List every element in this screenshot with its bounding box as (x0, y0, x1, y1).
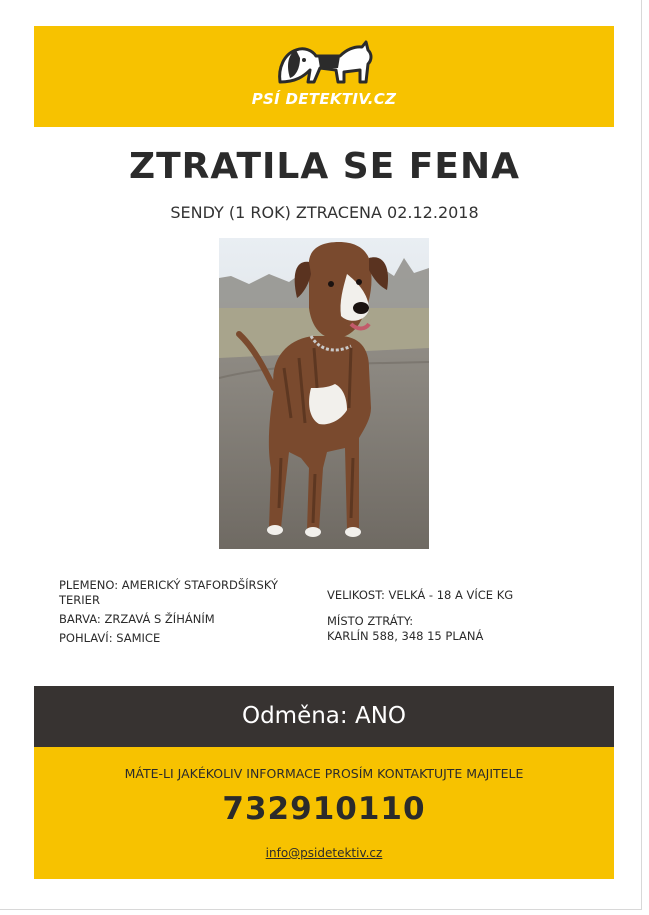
page-title: ZTRATILA SE FENA (129, 146, 520, 187)
contact-panel (34, 747, 614, 879)
breed-field: PLEMENO: AMERICKÝ STAFORDŠÍRSKÝ TERIER (59, 578, 279, 607)
brand-name: PSÍ DETEKTIV.CZ (251, 90, 397, 108)
color-field: BARVA: ZRZAVÁ S ŽÍHÁNÍM (59, 612, 215, 626)
dog-logo-icon (274, 38, 374, 90)
location-value: KARLÍN 588, 348 15 PLANÁ (327, 629, 484, 643)
location-label: MÍSTO ZTRÁTY: (327, 614, 414, 628)
page-subtitle: SENDY (1 ROK) ZTRACENA 02.12.2018 (170, 203, 479, 222)
phone-number[interactable]: 732910110 (222, 791, 426, 827)
sex-field: POHLAVÍ: SAMICE (59, 631, 161, 645)
size-field: VELIKOST: VELKÁ - 18 A VÍCE KG (327, 588, 514, 602)
contact-message: MÁTE-LI JAKÉKOLIV INFORMACE PROSÍM KONTAKTUJTE MAJITELE (124, 766, 524, 781)
details-left (59, 578, 299, 650)
dog-photo (219, 238, 429, 549)
details-right (327, 588, 587, 644)
reward-banner: Odměna: ANO (34, 686, 614, 747)
header-banner (34, 26, 614, 127)
email-link[interactable]: info@psidetektiv.cz (265, 846, 383, 860)
